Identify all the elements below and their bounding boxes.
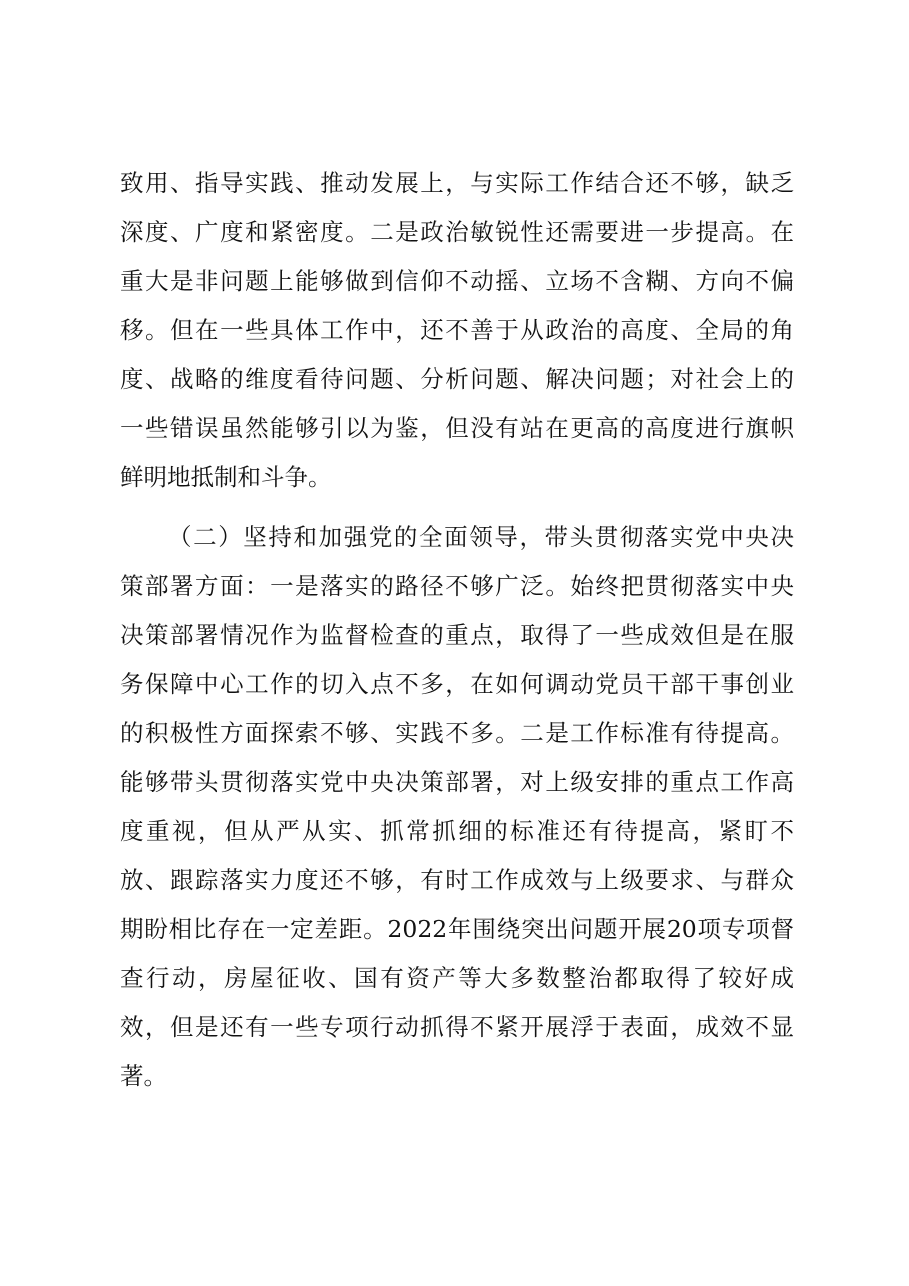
paragraph-2-line: 效，但是还有一些专项行动抓得不紧开展浮于表面，成效不显: [120, 1013, 794, 1041]
paragraph-1-line: 度、战略的维度看待问题、分析问题、解决问题；对社会上的: [120, 365, 794, 393]
paragraph-1-line: 一些错误虽然能够引以为鉴，但没有站在更高的高度进行旗帜: [120, 414, 794, 442]
paragraph-2-line: 度重视，但从严从实、抓常抓细的标准还有待提高，紧盯不: [120, 817, 794, 845]
paragraph-2-line: 决策部署情况作为监督检查的重点，取得了一些成效但是在服: [120, 621, 794, 649]
paragraph-2-line: 期盼相比存在一定差距。2022年围绕突出问题开展20项专项督: [120, 915, 794, 943]
paragraph-1-line: 鲜明地抵制和斗争。: [120, 463, 332, 491]
paragraph-2-line: 能够带头贯彻落实党中央决策部署，对上级安排的重点工作高: [120, 768, 794, 796]
paragraph-1-line: 重大是非问题上能够做到信仰不动摇、立场不含糊、方向不偏: [120, 267, 794, 295]
paragraph-2-line: 查行动，房屋征收、国有资产等大多数整治都取得了较好成: [120, 964, 794, 992]
paragraph-1-line: 致用、指导实践、推动发展上，与实际工作结合还不够，缺乏: [120, 169, 794, 197]
paragraph-1-line: 移。但在一些具体工作中，还不善于从政治的高度、全局的角: [120, 316, 794, 344]
paragraph-2-line: 策部署方面：一是落实的路径不够广泛。始终把贯彻落实中央: [120, 572, 794, 600]
paragraph-2-line: 的积极性方面探索不够、实践不多。二是工作标准有待提高。: [120, 719, 794, 747]
paragraph-2-line: 放、跟踪落实力度还不够，有时工作成效与上级要求、与群众: [120, 866, 794, 894]
paragraph-1-line: 深度、广度和紧密度。二是政治敏锐性还需要进一步提高。在: [120, 218, 794, 246]
paragraph-2-line: （二）坚持和加强党的全面领导，带头贯彻落实党中央决: [168, 523, 794, 551]
paragraph-2-line: 著。: [120, 1062, 167, 1090]
paragraph-2-line: 务保障中心工作的切入点不多，在如何调动党员干部干事创业: [120, 670, 794, 698]
